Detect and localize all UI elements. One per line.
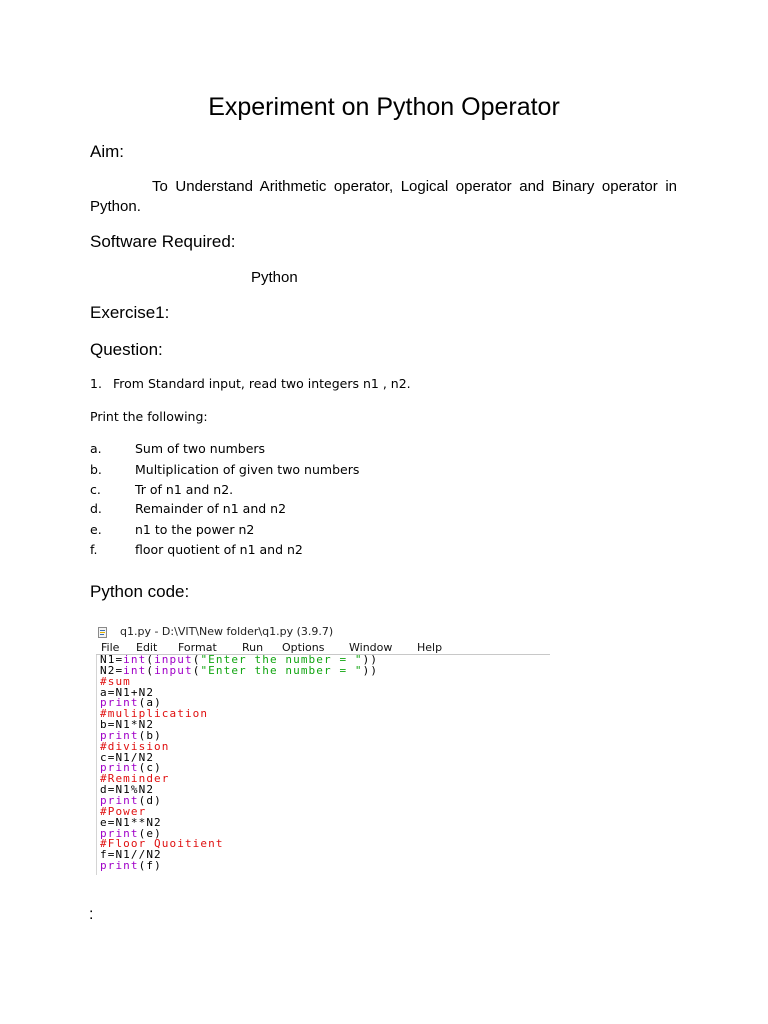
code-token: d=N1%N2 — [100, 783, 155, 797]
code-token: #Power — [100, 804, 147, 818]
code-token: #muliplication — [100, 707, 209, 721]
code-token: (d) — [138, 793, 162, 807]
code-token: print — [100, 696, 139, 710]
code-token: int — [123, 663, 147, 677]
menu-options[interactable]: Options — [282, 641, 325, 654]
code-editor[interactable] — [100, 655, 378, 872]
code-token: "Enter the number = " — [200, 663, 363, 677]
software-heading: Software Required: — [90, 232, 236, 251]
idle-editor-screenshot — [96, 624, 550, 876]
idle-titlebar — [96, 624, 550, 640]
code-token: (e) — [138, 826, 162, 840]
software-value: Python — [251, 269, 298, 286]
code-token: (b) — [138, 728, 162, 742]
aim-text: To Understand Arithmetic operator, Logical operator and Binary operator in Python. — [90, 178, 677, 215]
list-item-letter: b. — [90, 462, 102, 477]
code-token: print — [100, 761, 139, 775]
code-token: input — [154, 653, 193, 666]
code-line — [100, 861, 378, 872]
code-token: f=N1//N2 — [100, 848, 162, 862]
print-intro: Print the following: — [90, 409, 208, 424]
question-number: 1. — [90, 376, 102, 391]
code-token: print — [100, 793, 139, 807]
python-code-heading: Python code: — [90, 582, 190, 601]
exercise-heading: Exercise1: — [90, 303, 170, 322]
code-token: #Floor Quoitient — [100, 837, 224, 851]
menu-format[interactable]: Format — [178, 641, 217, 654]
menu-file[interactable]: File — [101, 641, 120, 654]
code-token: (f) — [138, 859, 162, 873]
code-token: print — [100, 859, 139, 873]
idle-window-title: q1.py - D:\VIT\New folder\q1.py (3.9.7) — [120, 625, 334, 638]
code-token: #division — [100, 739, 170, 753]
code-token: print — [100, 728, 139, 742]
document-title: Experiment on Python Operator — [208, 93, 560, 121]
list-item-text: Tr of n1 and n2. — [135, 482, 234, 497]
code-token: #Reminder — [100, 772, 170, 786]
list-item-text: Remainder of n1 and n2 — [135, 501, 287, 516]
code-token: ( — [146, 653, 155, 666]
python-file-icon — [98, 627, 108, 638]
list-item-text: n1 to the power n2 — [135, 522, 255, 537]
code-token: N2= — [100, 663, 124, 677]
list-item-letter: d. — [90, 501, 102, 516]
menu-run[interactable]: Run — [242, 641, 264, 654]
code-token: (a) — [138, 696, 162, 710]
menu-window[interactable]: Window — [349, 641, 393, 654]
menu-help[interactable]: Help — [417, 641, 443, 654]
code-token: #sum — [100, 674, 131, 688]
list-item-text: floor quotient of n1 and n2 — [135, 542, 303, 557]
menu-edit[interactable]: Edit — [136, 641, 158, 654]
code-token: N1= — [100, 653, 124, 666]
list-item-text: Multiplication of given two numbers — [135, 462, 360, 477]
code-token: e=N1**N2 — [100, 815, 162, 829]
list-item-text: Sum of two numbers — [135, 441, 266, 456]
code-token: c=N1/N2 — [100, 750, 155, 764]
code-token: int — [123, 653, 147, 666]
code-token: )) — [362, 663, 379, 677]
code-token: ( — [192, 663, 201, 677]
editor-border — [96, 655, 97, 875]
question-heading: Question: — [90, 340, 163, 359]
code-token: print — [100, 826, 139, 840]
code-token: )) — [362, 653, 379, 666]
list-item-letter: f. — [90, 542, 98, 557]
aim-heading: Aim: — [90, 142, 124, 161]
code-token: a=N1+N2 — [100, 685, 155, 699]
code-token: "Enter the number = " — [200, 653, 363, 666]
trailing-colon: : — [89, 906, 94, 923]
code-token: ( — [192, 653, 201, 666]
list-item-letter: a. — [90, 441, 102, 456]
code-line — [100, 663, 379, 677]
list-item-letter: c. — [90, 482, 101, 497]
code-token: b=N1*N2 — [100, 718, 155, 732]
code-token: ( — [146, 663, 155, 677]
question-text: From Standard input, read two integers n1 , n2. — [113, 376, 411, 391]
code-token: (c) — [138, 761, 162, 775]
list-item-letter: e. — [90, 522, 102, 537]
code-token: input — [154, 663, 193, 677]
